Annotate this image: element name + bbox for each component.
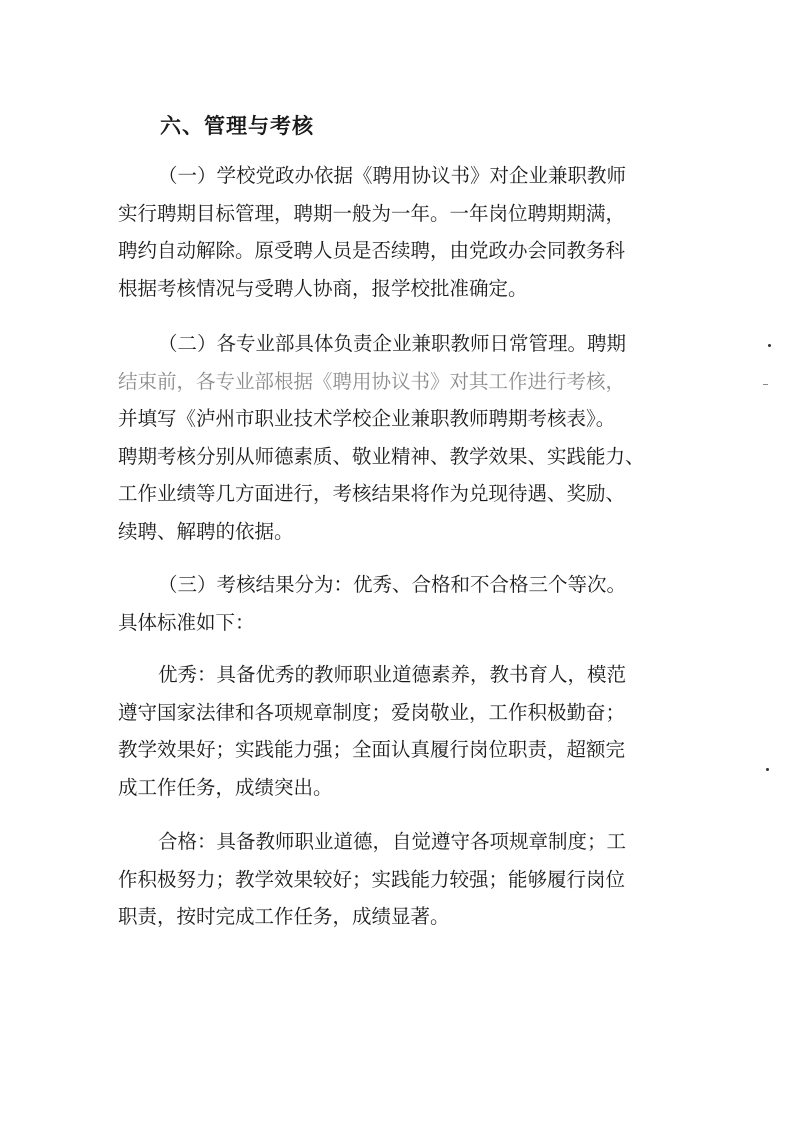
paragraph-1 — [118, 157, 698, 307]
paragraph-line: 合格：具备教师职业道德，自觉遵守各项规章制度；工 — [158, 830, 627, 853]
paragraph-line: （一）学校党政办依据《聘用协议书》对企业兼职教师 — [158, 164, 627, 187]
paragraph-line: 结束前，各专业部根据《聘用协议书》对其工作进行考核， — [118, 369, 626, 393]
paragraph-line: 实行聘期目标管理，聘期一般为一年。一年岗位聘期期满， — [118, 201, 626, 225]
paragraph-line: （二）各专业部具体负责企业兼职教师日常管理。聘期 — [158, 332, 627, 355]
paragraph-line: 聘期考核分别从师德素质、敬业精神、教学效果、实践能力、 — [118, 444, 645, 468]
scan-speck — [763, 384, 768, 385]
paragraph-4 — [118, 656, 698, 806]
scan-speck — [766, 768, 769, 771]
section-heading: 六、管理与考核 — [160, 114, 314, 138]
paragraph-3 — [118, 566, 698, 641]
paragraph-line: 遵守国家法律和各项规章制度；爱岗敬业，工作积极勤奋； — [118, 700, 626, 724]
paragraph-line: 根据考核情况与受聘人协商，报学校批准确定。 — [118, 276, 528, 300]
paragraph-line: 续聘、解聘的依据。 — [118, 519, 294, 543]
paragraph-5 — [118, 823, 698, 936]
paragraph-line: 并填写《泸州市职业技术学校企业兼职教师聘期考核表》。 — [118, 407, 616, 430]
paragraph-line: 优秀：具备优秀的教师职业道德素养，教书育人，模范 — [158, 663, 627, 686]
paragraph-line: （三）考核结果分为：优秀、合格和不合格三个等次。 — [158, 573, 627, 596]
paragraph-line: 作积极努力；教学效果较好；实践能力较强；能够履行岗位 — [118, 867, 626, 891]
paragraph-line: 成工作任务，成绩突出。 — [118, 775, 333, 799]
paragraph-line: 教学效果好；实践能力强；全面认真履行岗位职责，超额完 — [118, 738, 626, 761]
paragraph-line: 工作业绩等几方面进行，考核结果将作为兑现待遇、奖励、 — [118, 482, 626, 505]
paragraph-2 — [118, 325, 698, 550]
scan-speck — [768, 344, 771, 347]
paragraph-line: 职责，按时完成工作任务，成绩显著。 — [118, 905, 450, 928]
paragraph-line: 具体标准如下： — [118, 610, 255, 634]
paragraph-line: 聘约自动解除。原受聘人员是否续聘，由党政办会同教务科 — [118, 239, 626, 262]
